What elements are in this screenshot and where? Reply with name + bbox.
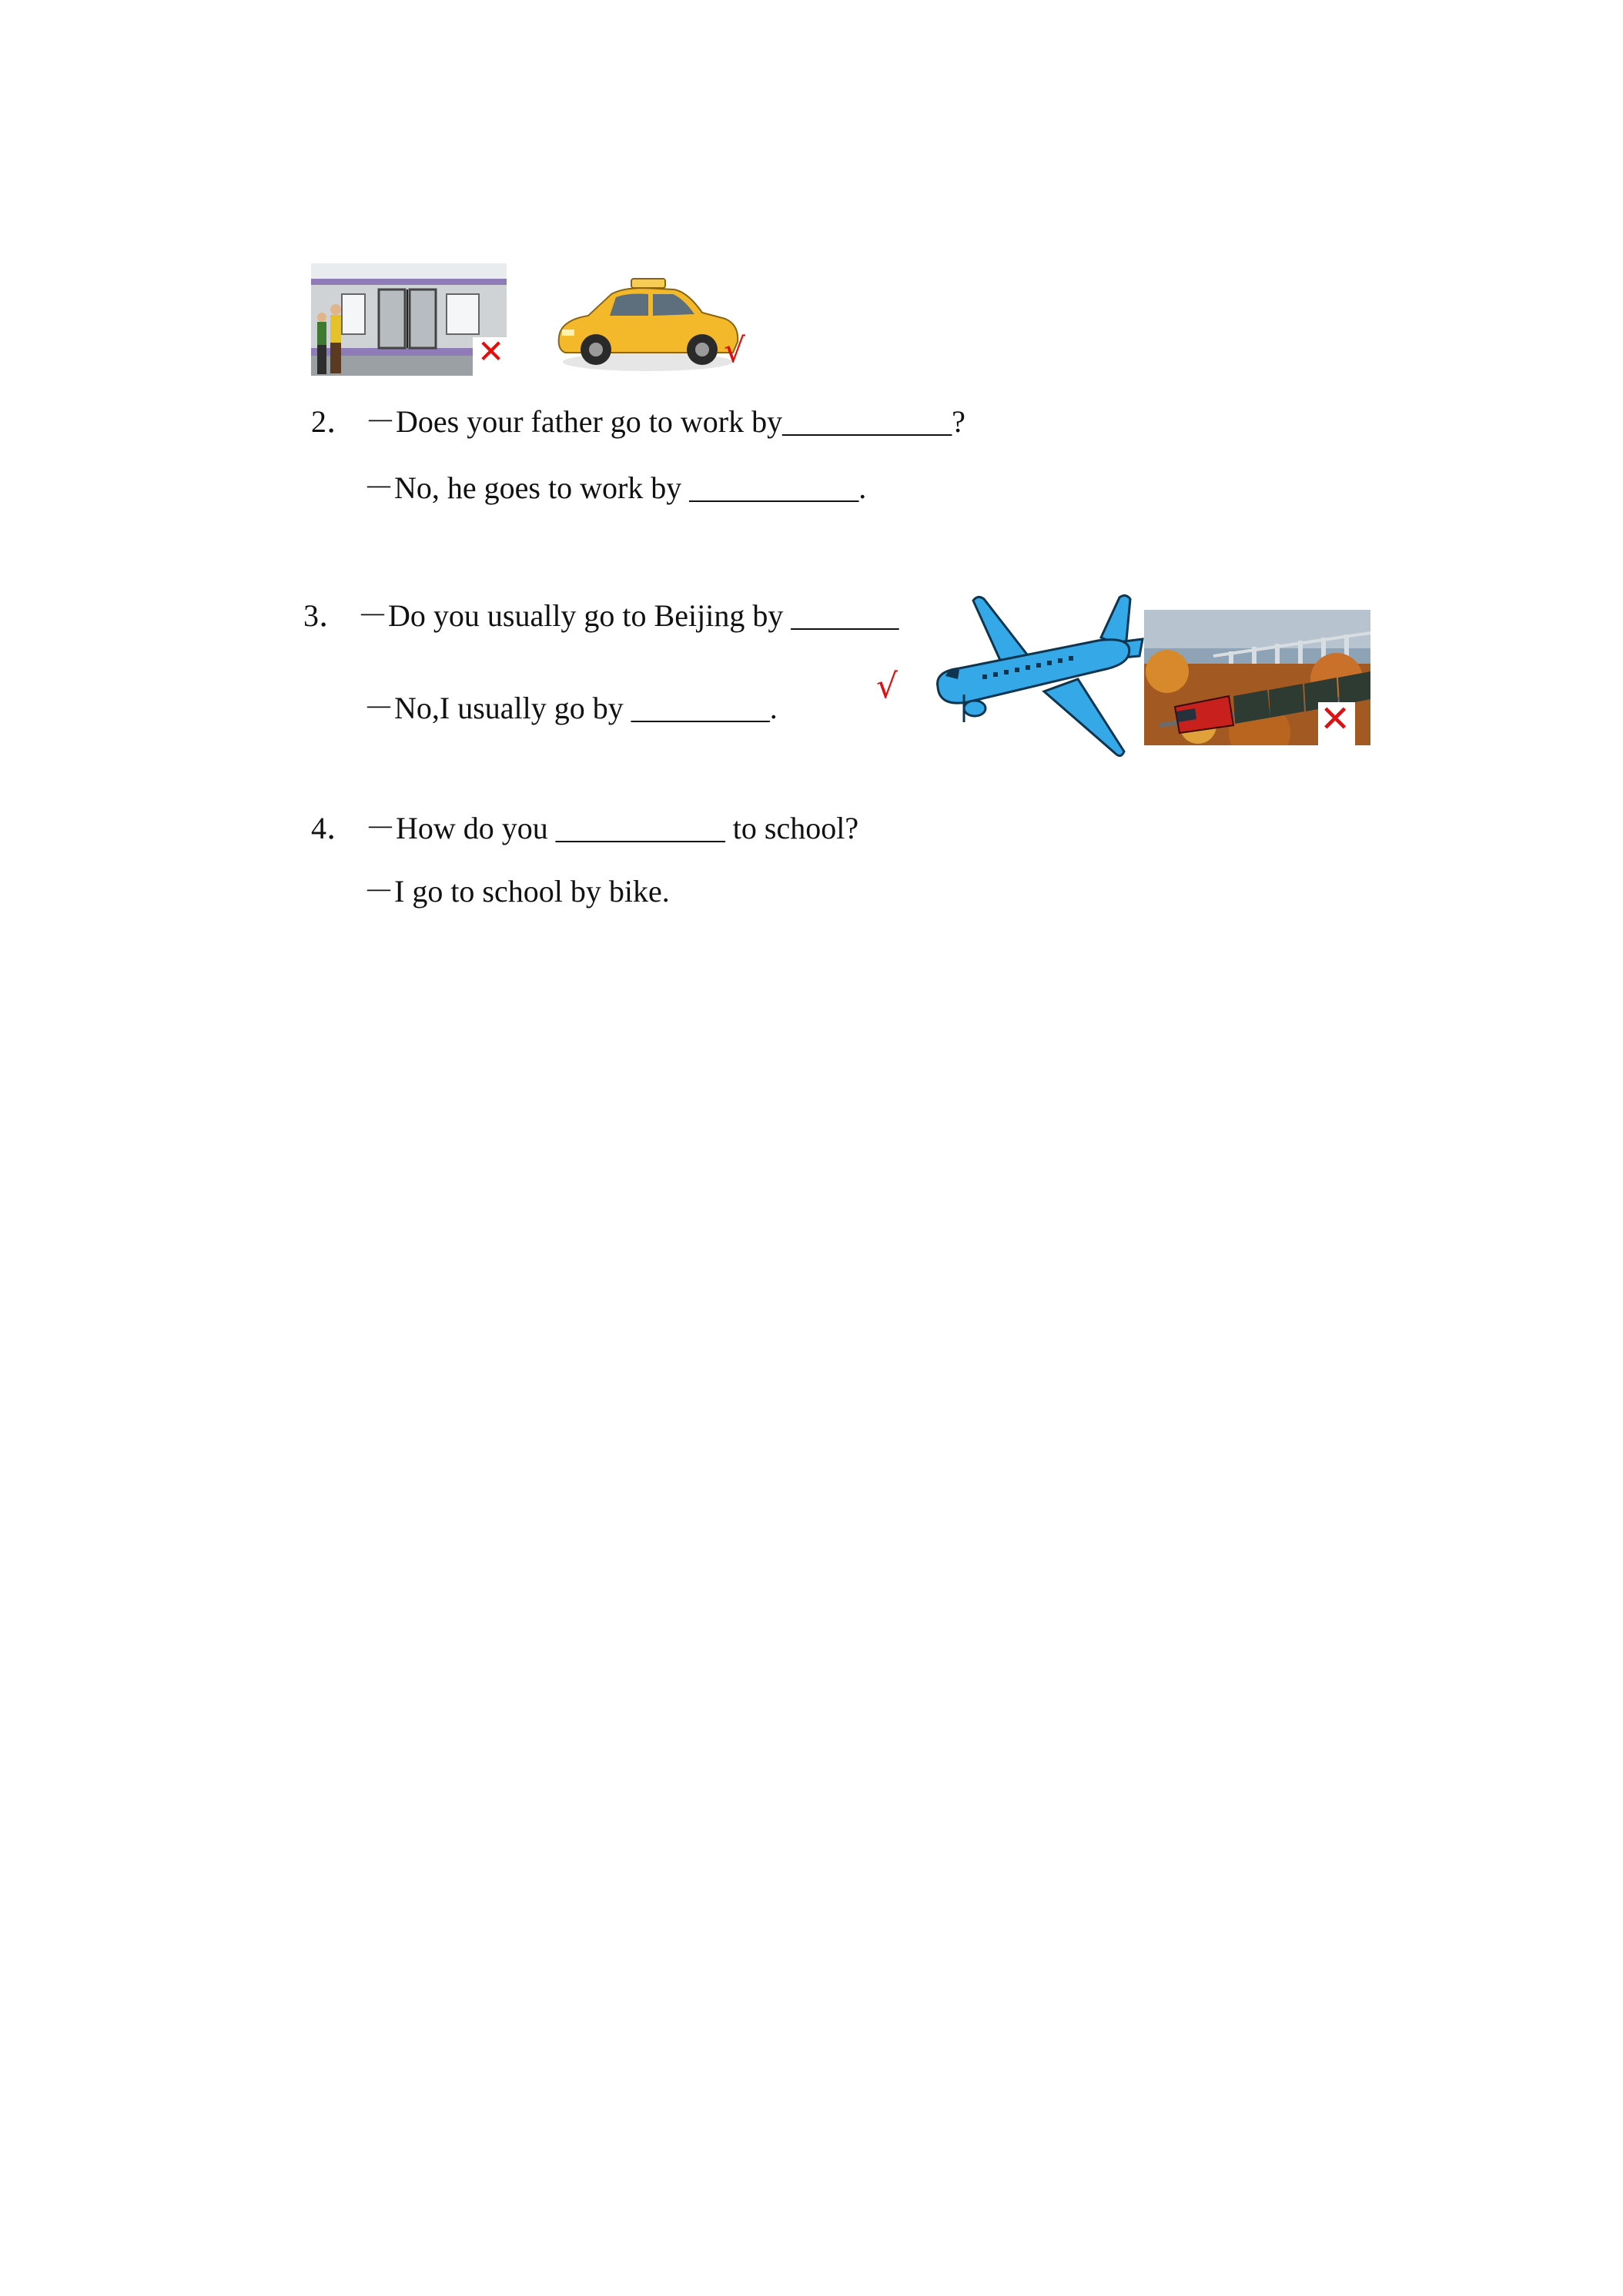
question-3-prompt: 3． －Do you usually go to Beijing by _______ (303, 598, 899, 633)
question-3-answer: －No,I usually go by _________. (363, 691, 778, 725)
train-cross-mark: ✕ (1320, 698, 1351, 741)
airplane-check-mark: √ (876, 667, 899, 706)
taxi-picture (551, 276, 744, 376)
airplane-picture (929, 594, 1146, 761)
question-4-answer: －I go to school by bike. (363, 874, 670, 909)
question-2-answer: －No, he goes to work by ___________. (363, 470, 867, 505)
question-2-prompt: 2． －Does your father go to work by___________? (311, 404, 965, 439)
subway-cross-mark: ✕ (477, 333, 505, 370)
taxi-check-mark: √ (724, 331, 746, 370)
question-4-prompt: 4． －How do you ___________ to school? (311, 811, 859, 845)
